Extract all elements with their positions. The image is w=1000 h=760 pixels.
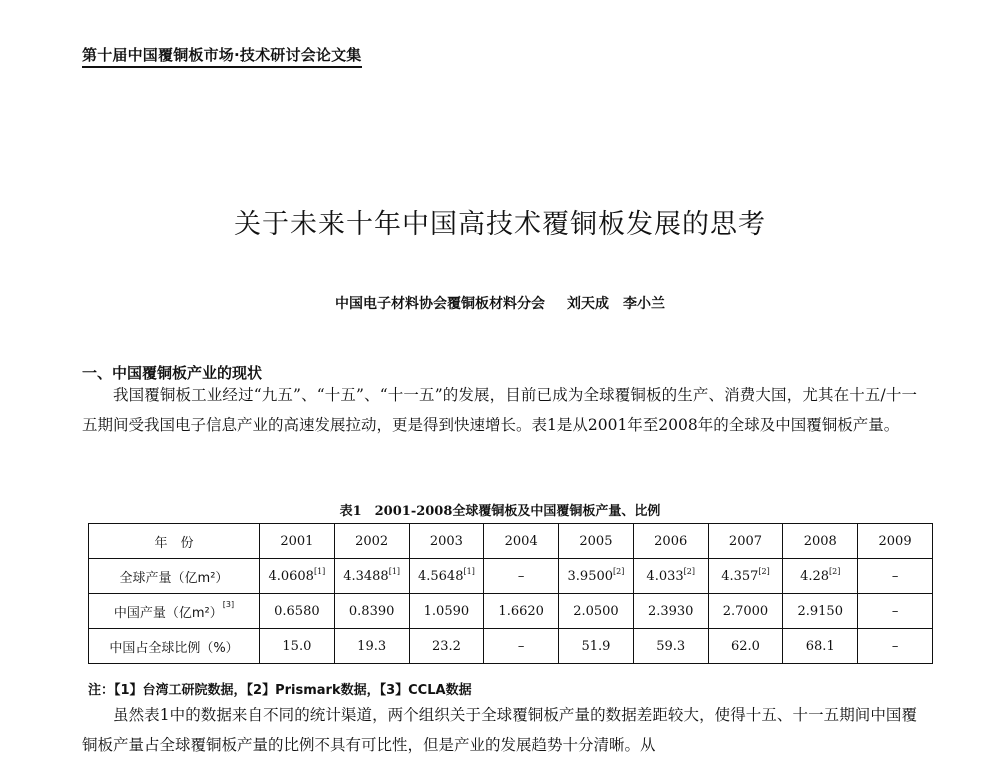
citation-marker: [1] — [388, 566, 401, 576]
table-cell — [260, 629, 335, 664]
table-caption: 表1 2001-2008全球覆铜板及中国覆铜板产量、比例 — [339, 504, 661, 519]
production-table — [88, 523, 933, 664]
table-cell — [334, 559, 409, 594]
cell-value: 4.033 — [646, 568, 684, 584]
table-cell — [260, 559, 335, 594]
table-row — [89, 594, 933, 629]
table-cell — [708, 594, 783, 629]
cell-value: 4.5648 — [417, 568, 464, 584]
cell-value: 68.1 — [805, 638, 835, 654]
table-cell — [484, 559, 559, 594]
table-cell — [409, 629, 484, 664]
table-cell — [559, 629, 634, 664]
citation-marker: [2] — [683, 566, 695, 576]
author-name: 刘天成 — [567, 296, 609, 312]
table-header-year: 2004 — [484, 524, 559, 559]
table-header-year: 2002 — [334, 524, 409, 559]
row-label-text: 中国占全球比例（%） — [109, 640, 239, 656]
row-label-text: 全球产量（亿m²） — [119, 570, 229, 586]
table-cell — [260, 594, 335, 629]
table-header-label: 年 份 — [89, 524, 260, 559]
cell-value: 0.8390 — [348, 603, 395, 619]
cell-value: 4.0608 — [268, 568, 314, 584]
body-paragraph: 虽然表1中的数据来自不同的统计渠道，两个组织关于全球覆铜板产量的数据差距较大，使得十五、十一五期间中国覆铜板产量占全球覆铜板产量的比例不具有可比性，但是产业的发展趋势十分清晰。从 — [82, 706, 917, 754]
cell-value: 59.3 — [656, 638, 686, 654]
table-cell — [783, 629, 858, 664]
cell-value: – — [891, 603, 899, 619]
table-cell — [858, 629, 933, 664]
table-cell — [708, 559, 783, 594]
table-row — [89, 629, 933, 664]
cell-value: – — [891, 568, 899, 584]
cell-value: 4.28 — [800, 568, 830, 584]
table-cell — [559, 594, 634, 629]
running-header: 第十届中国覆铜板市场·技术研讨会论文集 — [82, 44, 362, 68]
table-header-year: 2005 — [559, 524, 634, 559]
citation-marker: [1] — [463, 566, 475, 576]
author-line — [0, 293, 1000, 313]
table-cell — [559, 559, 634, 594]
table-header-year: 2006 — [633, 524, 708, 559]
cell-value: 23.2 — [431, 638, 461, 654]
table-cell — [633, 594, 708, 629]
cell-value: 15.0 — [282, 638, 312, 654]
table-cell — [708, 629, 783, 664]
citation-marker: [2] — [758, 566, 770, 576]
cell-value: 4.357 — [721, 568, 759, 584]
cell-value: 2.7000 — [722, 603, 769, 619]
cell-value: 3.9500 — [567, 568, 614, 584]
table-header-year: 2007 — [708, 524, 783, 559]
table-cell — [334, 629, 409, 664]
cell-value: 4.3488 — [343, 568, 389, 584]
table-header-year: 2008 — [783, 524, 858, 559]
citation-marker: [1] — [313, 566, 326, 576]
row-label — [89, 629, 260, 664]
table-cell — [858, 559, 933, 594]
table-cell — [409, 559, 484, 594]
table-cell — [633, 629, 708, 664]
table-header-year: 2001 — [260, 524, 335, 559]
cell-value: – — [517, 568, 525, 584]
citation-marker: [3] — [222, 599, 235, 609]
cell-value: 2.3930 — [647, 603, 694, 619]
table-cell — [783, 594, 858, 629]
table-header-row — [89, 524, 933, 559]
table-cell — [334, 594, 409, 629]
table-cell — [783, 559, 858, 594]
table-cell — [858, 594, 933, 629]
author-name: 李小兰 — [623, 296, 665, 312]
citation-marker: [2] — [613, 566, 625, 576]
cell-value: 2.0500 — [573, 603, 619, 619]
table-cell — [484, 594, 559, 629]
citation-marker: [2] — [829, 566, 841, 576]
author-organization: 中国电子材料协会覆铜板材料分会 — [335, 296, 545, 312]
table-note: 注：【1】台湾工研院数据，【2】Prismark数据，【3】CCLA数据 — [88, 683, 472, 698]
row-label — [89, 559, 260, 594]
cell-value: 1.6620 — [498, 603, 544, 619]
table-cell — [633, 559, 708, 594]
paper-title: 关于未来十年中国高技术覆铜板发展的思考 — [234, 209, 766, 240]
table-cell — [484, 629, 559, 664]
cell-value: 19.3 — [357, 638, 387, 654]
cell-value: – — [517, 638, 525, 654]
cell-value: 62.0 — [731, 638, 760, 654]
table-header-year: 2009 — [858, 524, 933, 559]
table-cell — [409, 594, 484, 629]
section-heading: 一、中国覆铜板产业的现状 — [82, 364, 263, 382]
row-label — [89, 594, 260, 629]
cell-value: 2.9150 — [797, 603, 843, 619]
row-label-text: 中国产量（亿m²） — [113, 605, 223, 621]
cell-value: 51.9 — [581, 638, 611, 654]
table-header-year: 2003 — [409, 524, 484, 559]
body-paragraph: 我国覆铜板工业经过“九五”、“十五”、“十一五”的发展，目前已成为全球覆铜板的生产、消费大国，尤其在十五/十一五期间受我国电子信息产业的高速发展拉动，更是得到快速增长。表1是从2001年至2008年的全球及中国覆铜板产量。 — [82, 386, 917, 434]
table-row — [89, 559, 933, 594]
cell-value: 0.6580 — [274, 603, 320, 619]
cell-value: – — [891, 638, 899, 654]
cell-value: 1.0590 — [423, 603, 470, 619]
